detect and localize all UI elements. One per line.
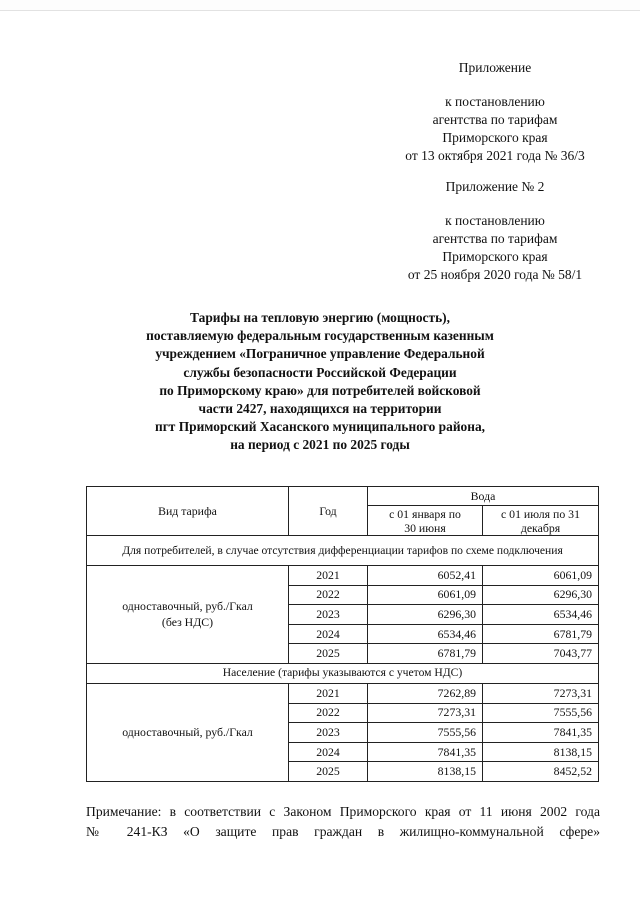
value-cell: 8138,15 — [368, 762, 483, 782]
year-cell: 2023 — [289, 723, 368, 743]
appendix-line: Приморского края — [442, 130, 548, 145]
year-cell: 2022 — [289, 585, 368, 605]
year-cell: 2025 — [289, 762, 368, 782]
appendix-title: Приложение № 2 — [445, 179, 545, 194]
title-line: части 2427, находящихся на территории — [198, 401, 442, 417]
tariff-type-cell: одноставочный, руб./Гкал (без НДС) — [87, 566, 289, 664]
year-cell: 2021 — [289, 683, 368, 703]
appendix-block-current — [390, 59, 600, 165]
title-line: на период с 2021 по 2025 годы — [230, 437, 410, 453]
value-cell: 6061,09 — [368, 585, 483, 605]
title-line: поставляемую федеральным государственным казенным — [146, 328, 494, 344]
year-cell: 2024 — [289, 624, 368, 644]
appendix-title: Приложение — [458, 60, 532, 75]
tariff-table — [86, 486, 599, 782]
value-cell: 6534,46 — [483, 605, 599, 625]
year-cell: 2022 — [289, 703, 368, 723]
appendix-block-original — [390, 178, 600, 284]
appendix-line: к постановлению — [445, 213, 545, 228]
tariff-type-cell: одноставочный, руб./Гкал — [87, 683, 289, 781]
section-heading: Для потребителей, в случае отсутствия дифференциации тарифов по схеме подключения — [87, 536, 599, 566]
appendix-line: от 25 ноября 2020 года № 58/1 — [407, 267, 583, 282]
appendix-line: Приморского края — [442, 249, 548, 264]
value-cell: 6296,30 — [368, 605, 483, 625]
footnote-line: № 241-КЗ «О защите прав граждан в жилищно-коммунальной сфере» — [86, 824, 600, 839]
value-cell: 6781,79 — [368, 644, 483, 664]
value-cell: 6534,46 — [368, 624, 483, 644]
value-cell: 7555,56 — [483, 703, 599, 723]
document-title — [110, 309, 530, 455]
section-heading: Население (тарифы указываются с учетом НДС) — [87, 663, 599, 683]
table-row — [87, 683, 599, 703]
value-cell: 8452,52 — [483, 762, 599, 782]
value-cell: 7555,56 — [368, 723, 483, 743]
appendix-line: агентства по тарифам — [432, 231, 558, 246]
title-line: учреждением «Пограничное управление Федеральной — [155, 346, 485, 362]
appendix-line: от 13 октября 2021 года № 36/3 — [405, 148, 585, 163]
value-cell: 6061,09 — [483, 566, 599, 586]
title-line: пгт Приморский Хасанского муниципального района, — [155, 419, 485, 435]
value-cell: 8138,15 — [483, 742, 599, 762]
value-cell: 7043,77 — [483, 644, 599, 664]
value-cell: 7273,31 — [483, 683, 599, 703]
value-cell: 6052,41 — [368, 566, 483, 586]
value-cell: 7841,35 — [368, 742, 483, 762]
year-cell: 2021 — [289, 566, 368, 586]
footnote-line: Примечание: в соответствии с Законом Приморского края от 11 июня 2002 года — [86, 804, 600, 819]
header-water: Вода — [368, 487, 599, 506]
value-cell: 6296,30 — [483, 585, 599, 605]
appendix-line: агентства по тарифам — [432, 112, 558, 127]
year-cell: 2025 — [289, 644, 368, 664]
table-row — [87, 566, 599, 586]
appendix-line: к постановлению — [445, 94, 545, 109]
scan-top-edge — [0, 0, 640, 11]
header-period-first-half: с 01 января по 30 июня — [368, 506, 483, 536]
year-cell: 2023 — [289, 605, 368, 625]
value-cell: 6781,79 — [483, 624, 599, 644]
value-cell: 7841,35 — [483, 723, 599, 743]
header-period-second-half: с 01 июля по 31 декабря — [483, 506, 599, 536]
year-cell: 2024 — [289, 742, 368, 762]
title-line: Тарифы на тепловую энергию (мощность), — [190, 310, 450, 325]
title-line: службы безопасности Российской Федерации — [183, 364, 457, 380]
value-cell: 7273,31 — [368, 703, 483, 723]
title-line: по Приморскому краю» для потребителей войсковой — [159, 382, 481, 398]
value-cell: 7262,89 — [368, 683, 483, 703]
header-tariff-type: Вид тарифа — [87, 487, 289, 536]
footnote — [86, 802, 600, 842]
header-year: Год — [289, 487, 368, 536]
